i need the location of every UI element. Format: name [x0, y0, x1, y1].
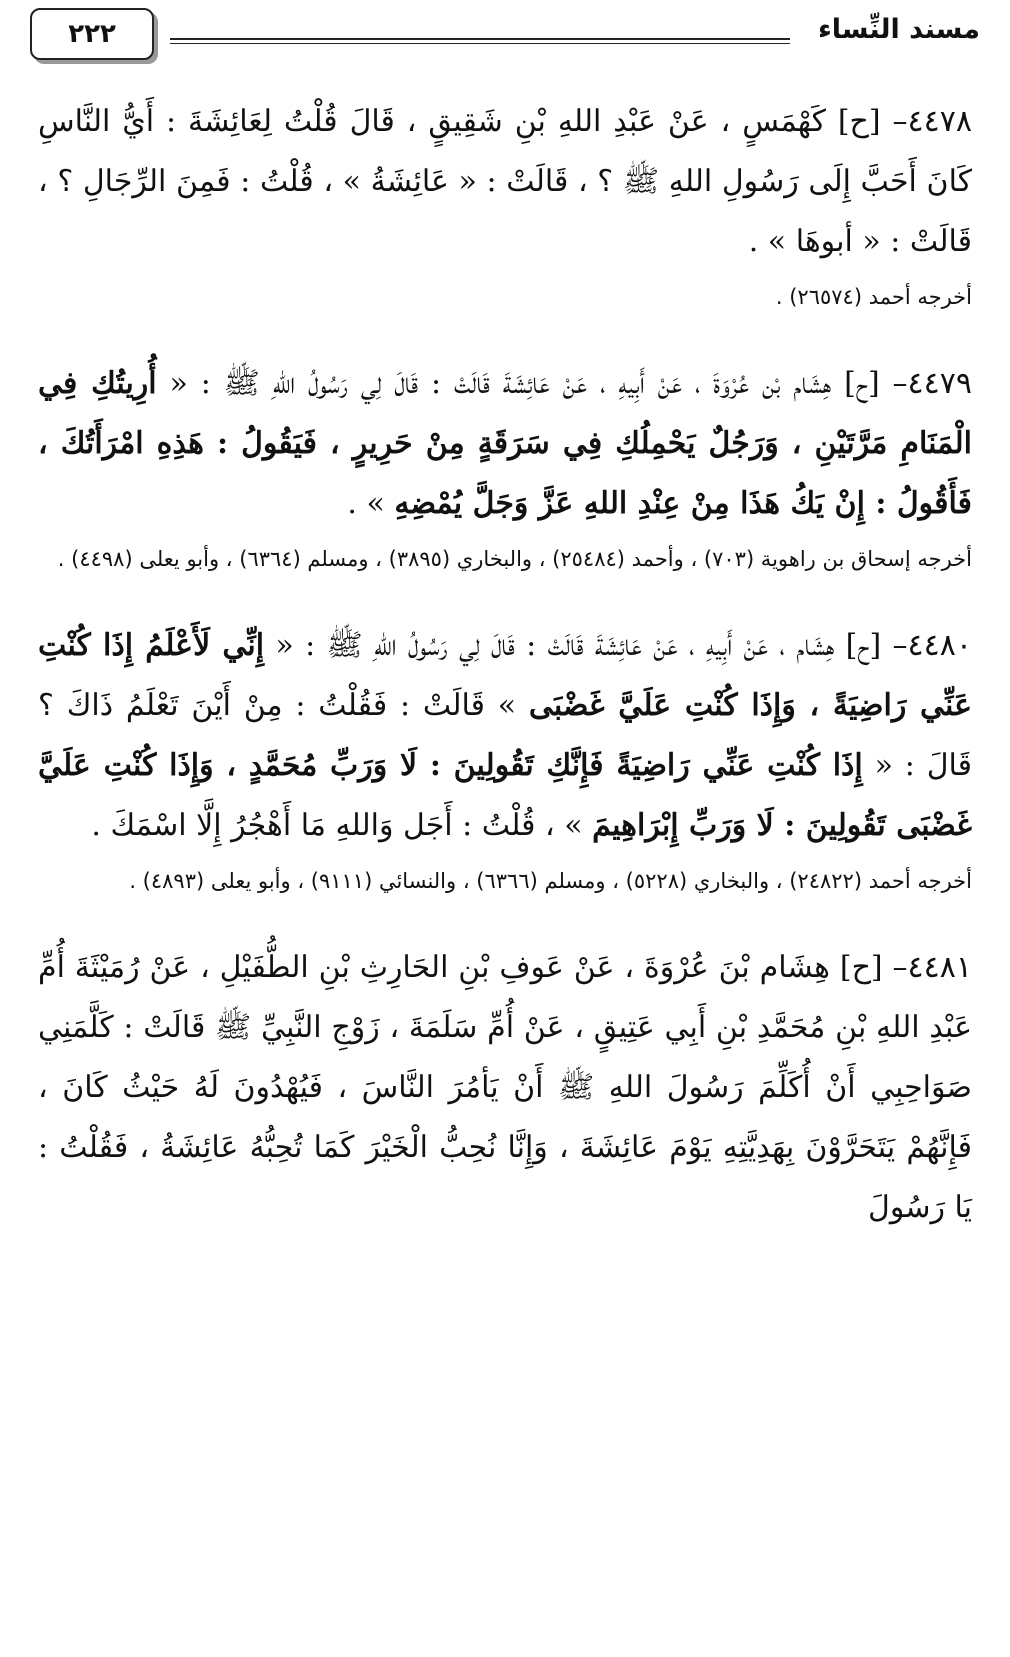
hadith-4481 [38, 938, 972, 1238]
takhrij: أخرجه إسحاق بن راهوية (٧٠٣) ، وأحمد (٢٥٤٨٤) ، والبخاري (٣٨٩٥) ، ومسلم (٦٣٦٤) ، وأبو يعلى (٤٤٩٨) . [57, 547, 972, 571]
running-header [30, 8, 980, 68]
hadith-number: ٤٤٧٩ [907, 366, 972, 401]
hadith-4480 [38, 616, 972, 900]
page-content [38, 92, 972, 1276]
hadith-4478 [38, 92, 972, 316]
header-rule [170, 38, 790, 40]
hadith-quote: أُرِيتُكِ فِي الْمَنَامِ مَرَّتَيْنِ ، وَرَجُلٌ يَحْمِلُكِ فِي سَرَقَةٍ مِنْ حَرِيرٍ ، فَيَقُولُ : هَذِهِ امْرَأَتُكَ ، فَأَقُولُ : إِنْ يَكُ هَذَا مِنْ عِنْدِ اللهِ عَزَّ وَجَلَّ يُمْضِهِ [38, 366, 972, 521]
hadith-text [38, 92, 972, 272]
takhrij: أخرجه أحمد (٢٤٨٢٢) ، والبخاري (٥٢٢٨) ، ومسلم (٦٣٦٦) ، والنسائي (٩١١١) ، وأبو يعلى (٤٨٩٣) . [129, 869, 972, 893]
hadith-body: – [ح] هِشَام بْنَ عُرْوَةَ ، عَنْ عَوفِ بْنِ الحَارِثِ بْنِ الطُّفَيْلِ ، عَنْ رُمَيْثَةَ أُمِّ عَبْدِ اللهِ بْنِ مُحَمَّدِ بْنِ أَبِي عَتِيقٍ ، عَنْ أُمِّ سَلَمَةَ ، زَوْجِ النَّبِيِّ ﷺ قَالَتْ : كَلَّمَنِي صَوَاحِبِي أَنْ أُكَلِّمَ رَسُولَ اللهِ ﷺ أَنْ يَأمُرَ النَّاسَ ، فَيُهْدُونَ لَهُ حَيْثُ كَانَ ، فَإِنَّهُمْ يَتَحَرَّوْنَ بِهَدِيَّتِهِ يَوْمَ عَائِشَةَ ، وَإِنَّا نُحِبُّ الْخَيْرَ كَمَا تُحِبُّهُ عَائِشَةُ ، فَقُلْتُ : يَا رَسُولَ [38, 950, 972, 1225]
hadith-end: » . [347, 486, 395, 521]
hadith-number: ٤٤٨٠ [907, 628, 972, 663]
hadith-end: » ، قُلْتُ : أَجَل وَاللهِ مَا أَهْجُرُ إِلَّا اسْمَكَ . [91, 808, 593, 843]
hadith-middle: » قَالَتْ : فَقُلْتُ : مِنْ أَيْنَ تَعْلَمُ ذَاكَ ؟ قَالَ : « [38, 688, 972, 783]
book-title: مسند النِّساء [817, 14, 980, 45]
hadith-quote: إِنِّي لَأَعْلَمُ إِذَا كُنْتِ عَنِّي رَاضِيَةً ، وَإِذَا كُنْتِ عَلَيَّ غَضْبَى [38, 628, 972, 723]
page-number: ٢٢٢ [30, 8, 154, 60]
hadith-isnad: – [ح] هِشَام بْن عُرْوَةَ ، عَنْ أَبِيهِ ، عَنْ عَائِشَةَ قَالَتْ : قَالَ لِي رَسُولُ اللهِ ﷺ : « [156, 366, 908, 401]
hadith-4479 [38, 354, 972, 578]
hadith-quote: إِذَا كُنْتِ عَنِّي رَاضِيَةً فَإِنَّكِ تَقُولِينَ : لَا وَرَبِّ مُحَمَّدٍ ، وَإِذَا كُنْتِ عَلَيَّ غَضْبَى تَقُولِينَ : لَا وَرَبِّ إِبْرَاهِيمَ [38, 748, 972, 843]
hadith-text [38, 616, 972, 856]
hadith-isnad: – [ح] هِشَام ، عَنْ أَبِيهِ ، عَنْ عَائِشَةَ قَالَتْ : قَالَ لِي رَسُولُ اللهِ ﷺ : « [264, 628, 908, 663]
hadith-body: – [ح] كَهْمَسٍ ، عَنْ عَبْدِ اللهِ بْنِ شَقِيقٍ ، قَالَ قُلْتُ لِعَائِشَةَ : أَيُّ النَّاسِ كَانَ أَحَبَّ إِلَى رَسُولِ اللهِ ﷺ ؟ ، قَالَتْ : « عَائِشَةُ » ، قُلْتُ : فَمِنَ الرِّجَالِ ؟ ، قَالَتْ : « أبوهَا » . [38, 104, 972, 259]
hadith-text [38, 354, 972, 534]
takhrij: أخرجه أحمد (٢٦٥٧٤) . [775, 285, 972, 309]
hadith-number: ٤٤٧٨ [907, 104, 972, 139]
hadith-text [38, 938, 972, 1238]
hadith-number: ٤٤٨١ [907, 950, 972, 985]
